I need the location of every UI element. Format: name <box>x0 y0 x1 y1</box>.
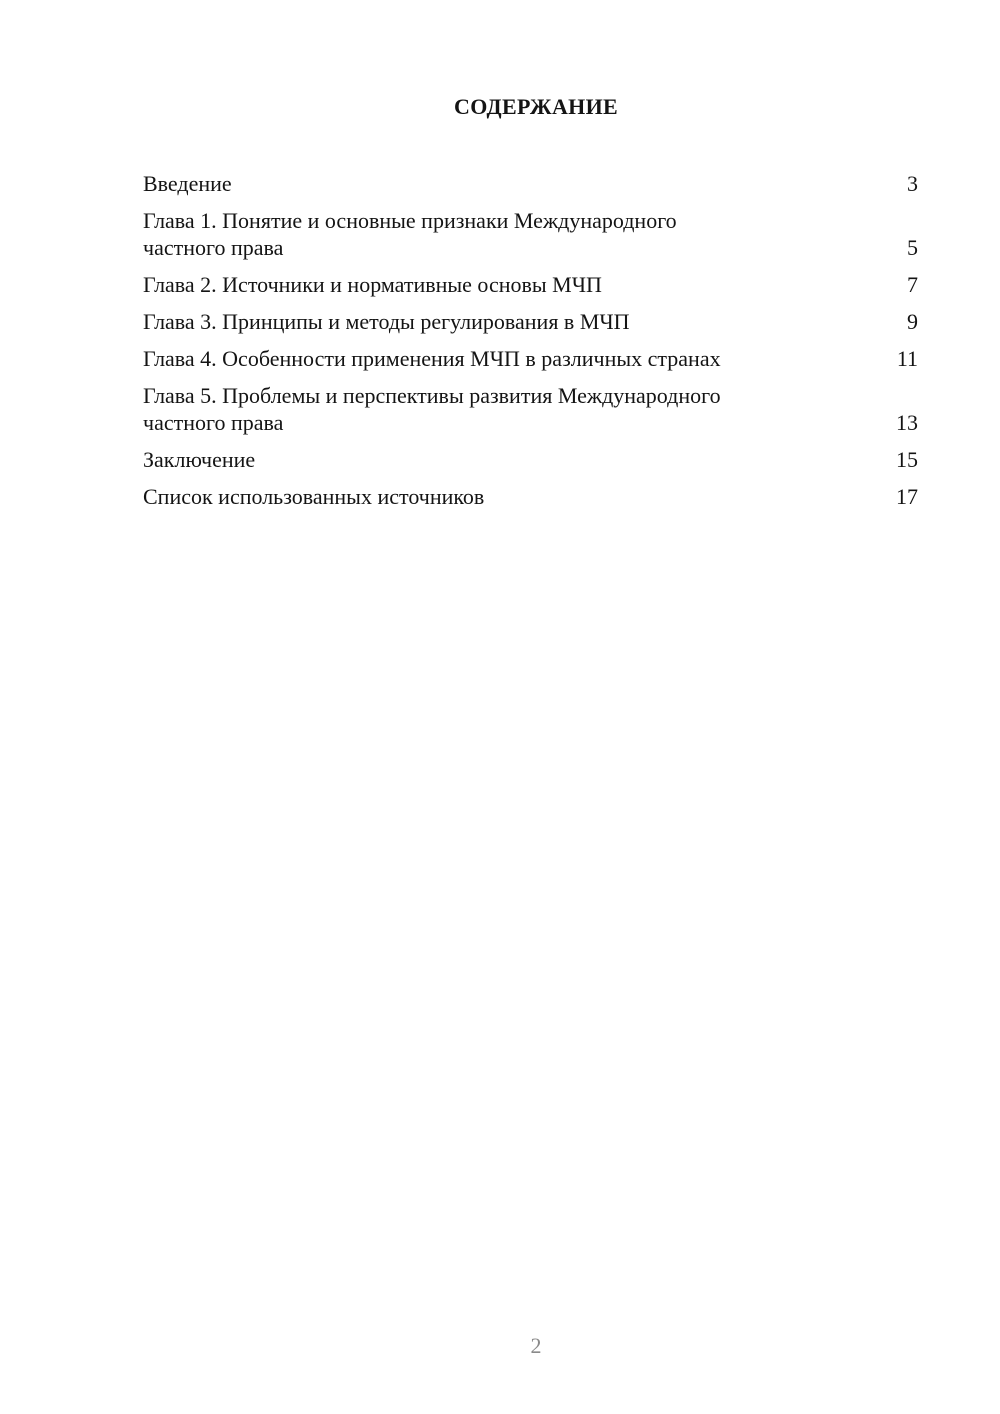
toc-entry-page: 3 <box>907 171 918 196</box>
toc-entry-title <box>143 382 721 436</box>
toc-entry-page: 13 <box>896 410 918 435</box>
toc-entry-title <box>143 345 721 372</box>
toc-entry-page: 9 <box>907 309 918 334</box>
table-of-contents <box>143 170 918 520</box>
toc-entry-page: 7 <box>907 272 918 297</box>
toc-entry-conclusion <box>143 446 918 473</box>
toc-entry-page: 5 <box>907 235 918 260</box>
toc-entry-chapter-5 <box>143 382 918 436</box>
toc-entry-title <box>143 446 255 473</box>
toc-entry-title-line: Заключение <box>143 447 256 472</box>
toc-entry-title-line: Глава 4. Особенности применения МЧП в различных странах <box>143 346 721 371</box>
toc-entry-title-line: частного права <box>143 235 284 260</box>
toc-entry-title-line: Список использованных источников <box>143 484 485 509</box>
toc-entry-title <box>143 483 484 510</box>
toc-entry-title-line: Введение <box>143 171 232 196</box>
toc-entry-chapter-1 <box>143 207 918 261</box>
toc-entry-chapter-2 <box>143 271 918 298</box>
toc-entry-page: 11 <box>896 346 918 371</box>
toc-entry-title-line: Глава 2. Источники и нормативные основы МЧП <box>143 272 602 297</box>
toc-entry-introduction <box>143 170 918 197</box>
toc-entry-title-line: Глава 5. Проблемы и перспективы развития Международного <box>143 383 721 408</box>
toc-entry-title <box>143 207 677 261</box>
page-number: 2 <box>530 1333 542 1358</box>
toc-entry-title-line: Глава 1. Понятие и основные признаки Международного <box>143 208 677 233</box>
toc-entry-title-line: Глава 3. Принципы и методы регулирования в МЧП <box>143 309 630 334</box>
toc-entry-page: 17 <box>896 484 918 509</box>
toc-entry-title <box>143 170 232 197</box>
toc-entry-references <box>143 483 918 510</box>
toc-entry-chapter-3 <box>143 308 918 335</box>
page-title: СОДЕРЖАНИЕ <box>454 94 618 119</box>
toc-entry-title <box>143 271 602 298</box>
toc-entry-title-line: частного права <box>143 410 284 435</box>
toc-entry-chapter-4 <box>143 345 918 372</box>
toc-entry-title <box>143 308 630 335</box>
toc-entry-page: 15 <box>896 447 918 472</box>
